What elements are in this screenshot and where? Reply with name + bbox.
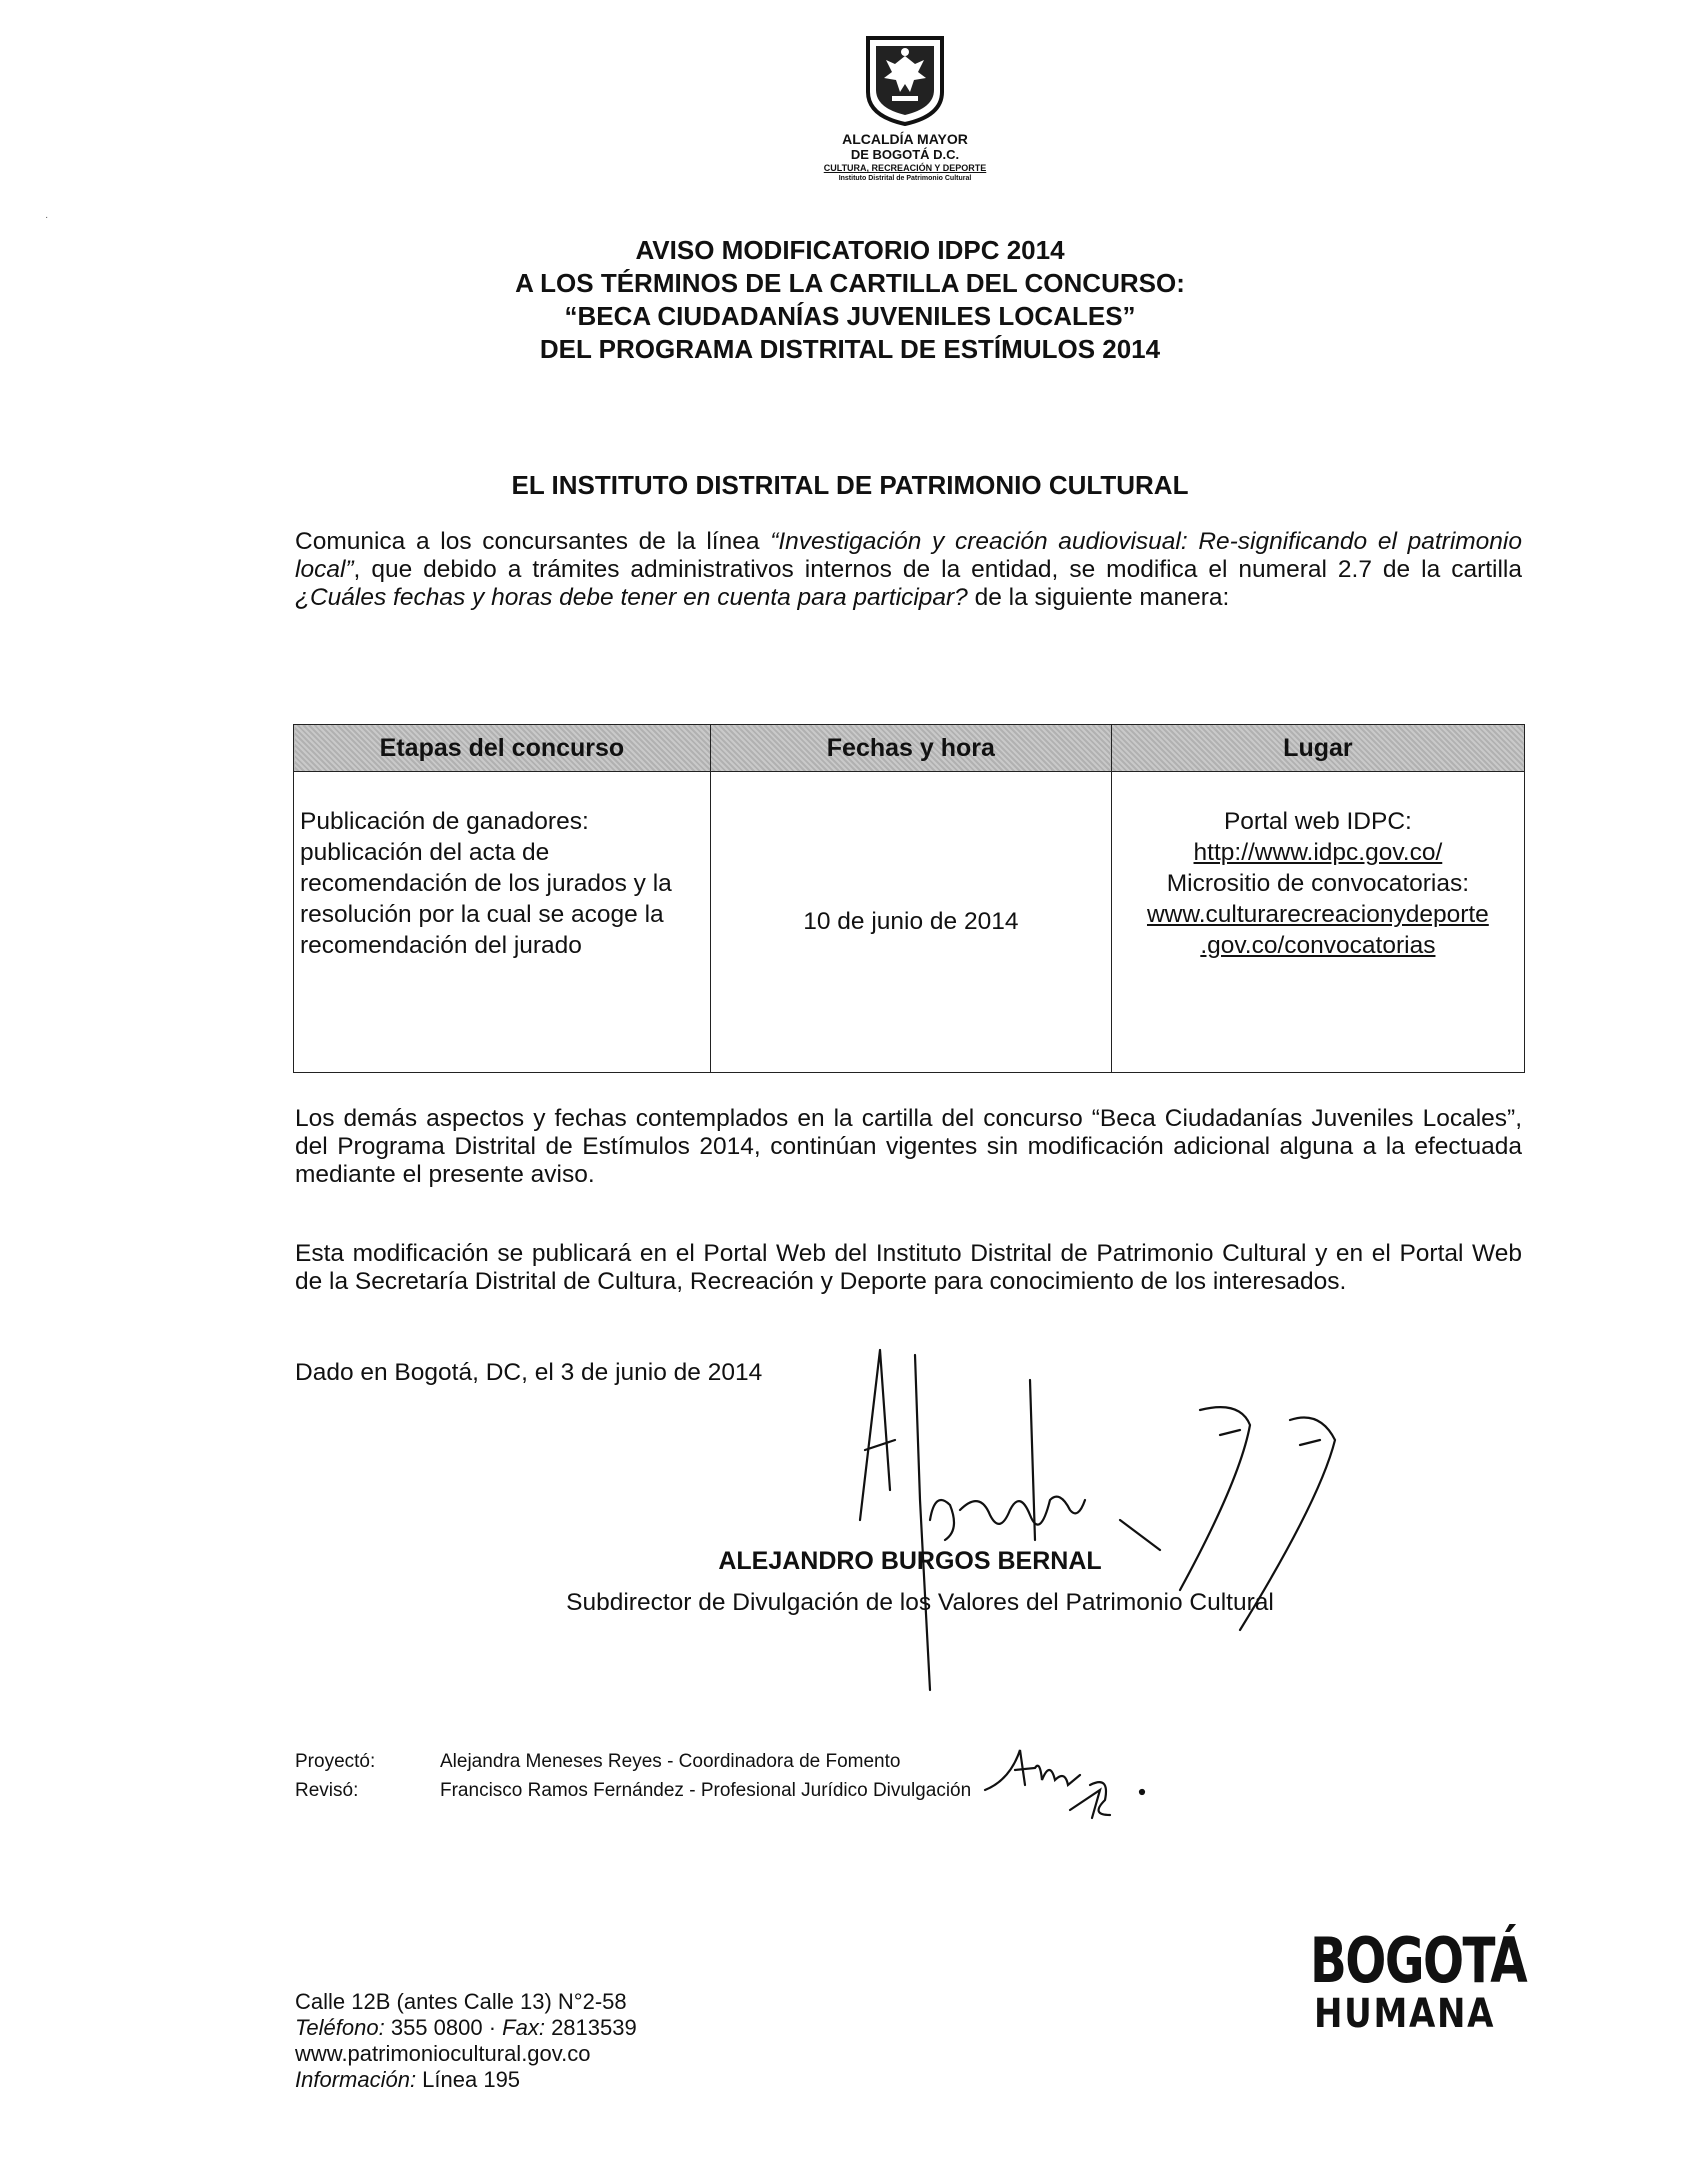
phone-label: Teléfono: (295, 2015, 385, 2040)
footer-address: Calle 12B (antes Calle 13) N°2-58 (295, 1989, 627, 2014)
reviso-value: Francisco Ramos Fernández - Profesional Jurídico Divulgación (440, 1780, 972, 1801)
title-line-1: AVISO MODIFICATORIO IDPC 2014 (635, 235, 1065, 265)
date-line: Dado en Bogotá, DC, el 3 de junio de 2014 (295, 1359, 763, 1386)
info-label: Información: (295, 2067, 417, 2092)
title-line-4: DEL PROGRAMA DISTRITAL DE ESTÍMULOS 2014 (539, 334, 1161, 364)
bogota-crest-icon (862, 32, 948, 128)
convocatorias-link-part2[interactable]: .gov.co/convocatorias (1200, 932, 1436, 959)
signatory-name: ALEJANDRO BURGOS BERNAL (718, 1547, 1102, 1575)
document-title (300, 234, 1400, 366)
title-line-3: “BECA CIUDADANÍAS JUVENILES LOCALES” (564, 301, 1136, 331)
table-header-row (294, 725, 1525, 772)
table-header-etapas: Etapas del concurso (294, 725, 711, 772)
scan-speck: · (45, 212, 49, 223)
intro-paragraph (295, 528, 1522, 612)
institute-heading: EL INSTITUTO DISTRITAL DE PATRIMONIO CULTURAL (511, 470, 1189, 500)
reviso-label: Revisó: (295, 1780, 359, 1801)
cell-etapa: Publicación de ganadores: publicación del acta de recomendación de los jurados y la resolución por la cual se acoge la recomendación del jurado (294, 772, 711, 1073)
header-line-1: ALCALDÍA MAYOR (842, 131, 968, 147)
lugar-portal-label: Portal web IDPC: (1223, 808, 1412, 835)
paragraph-aspects: Los demás aspectos y fechas contemplados en la cartilla del concurso “Beca Ciudadanías Juveniles Locales”, del Programa Distrital de Estímulos 2014, continúan vigentes sin modificación adicional alguna a la efectuada mediante el presente aviso. (295, 1105, 1522, 1188)
signatory-role: Subdirector de Divulgación de los Valores del Patrimonio Cultural (566, 1589, 1274, 1616)
paragraph-publication: Esta modificación se publicará en el Portal Web del Instituto Distrital de Patrimonio Cultural y en el Portal Web de la Secretaría Distrital de Cultura, Recreación y Deporte para conocimiento de los interesados. (295, 1240, 1522, 1295)
proyecto-value: Alejandra Meneses Reyes - Coordinadora de Fomento (440, 1751, 901, 1772)
schedule-table (293, 724, 1525, 1073)
header-line-3: CULTURA, RECREACIÓN Y DEPORTE (823, 163, 987, 173)
intro-text-3: de la siguiente manera: (967, 584, 1230, 611)
idpc-link[interactable]: http://www.idpc.gov.co/ (1193, 839, 1443, 866)
phone-value: 355 0800 · (384, 2015, 503, 2040)
intro-text-2: , que debido a trámites administrativos internos de la entidad, se modifica el numeral 2.7 de la cartilla (353, 556, 1522, 583)
intro-italic-1: “Investigación y creación audiovisual: Re-significando el patrimonio local” (295, 528, 1523, 583)
logo-line-1: BOGOTÁ (1310, 1924, 1527, 1997)
table-header-fechas: Fechas y hora (710, 725, 1111, 772)
proyecto-label: Proyectó: (295, 1751, 376, 1772)
header-line-2: DE BOGOTÁ D.C. (850, 147, 960, 162)
intro-text-1: Comunica a los concursantes de la línea (295, 528, 771, 555)
cell-lugar (1111, 772, 1524, 1073)
title-line-2: A LOS TÉRMINOS DE LA CARTILLA DEL CONCURSO: (515, 268, 1185, 298)
logo-line-2: HUMANA (1314, 1991, 1496, 2037)
table-row (294, 772, 1525, 1073)
footer-website-link[interactable]: www.patrimoniocultural.gov.co (295, 2041, 591, 2066)
fax-label: Fax: (502, 2015, 545, 2040)
handwritten-signature (820, 1340, 1420, 1740)
bogota-humana-logo (1310, 1924, 1540, 2060)
footer-contact (295, 2015, 637, 2041)
info-value: Línea 195 (416, 2067, 521, 2092)
fax-value: 2813539 (544, 2015, 637, 2040)
initials-signature (980, 1730, 1150, 1820)
footer-info (295, 2067, 520, 2093)
lugar-micrositio-label: Micrositio de convocatorias: (1166, 870, 1470, 897)
convocatorias-link-part1[interactable]: www.culturarecreacionydeporte (1146, 901, 1489, 928)
intro-italic-2: ¿Cuáles fechas y horas debe tener en cuenta para participar? (295, 584, 968, 611)
cell-fecha: 10 de junio de 2014 (710, 772, 1111, 1073)
header-line-4: Instituto Distrital de Patrimonio Cultural (838, 175, 972, 182)
table-header-lugar: Lugar (1111, 725, 1524, 772)
